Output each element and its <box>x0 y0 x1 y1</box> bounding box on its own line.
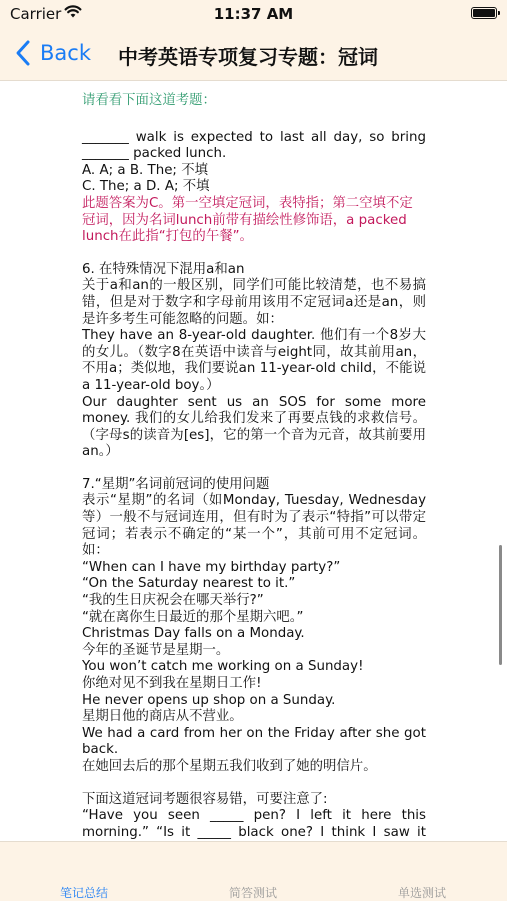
example-line: “When can I have my birthday party?” <box>82 559 341 575</box>
tab-notes-summary[interactable]: 笔记总结 <box>60 886 109 900</box>
question-line: “Have you seen _____ pen? I left it here this morning.” “Is it _____ black one? I think I saw it <box>82 808 426 840</box>
paragraph: Our daughter sent us an SOS for some more money. 我们的女儿给我们发来了再要点钱的求救信号。（字母s的读音为[es]，它的第一个音为元音，故其前要用an。） <box>82 394 426 460</box>
page-title: 中考英语专项复习专题：冠词 <box>118 45 378 69</box>
answer-explanation: 此题答案为C。第一空填定冠词，表特指；第二空填不定冠词，因为名词lunch前带有描绘性修饰语，a packed lunch在此指“打包的午餐”。 <box>82 195 413 245</box>
battery-icon <box>471 7 497 19</box>
paragraph: They have an 8-year-old daughter. 他们有一个8岁大的女儿。（数字8在英语中读音与eight同，故其前用an，不用a；类似地，我们要说an 11-year-old child，不能说a 11-year-old boy。） <box>82 328 426 393</box>
clock: 11:37 AM <box>213 5 294 23</box>
example-line: “On the Saturday nearest to it.” <box>82 576 296 592</box>
article-body <box>82 93 426 858</box>
tab-short-answer-test[interactable]: 简答测试 <box>229 886 278 900</box>
example-line: Christmas Day falls on a Monday. <box>82 626 305 642</box>
paragraph: 表示“星期”的名词（如Monday, Tuesday, Wednesday等）一般不与冠词连用，但有时为了表示“特指”可以带定冠词；若表示不确定的“某一个”，其前可用不定冠词。如： <box>82 493 426 559</box>
intro-text: 请看看下面这道考题： <box>82 93 216 108</box>
question-line: _______ walk is expected to last all day, so bring _______ packed lunch. <box>82 129 426 162</box>
example-line: 在她回去后的那个星期五我们收到了她的明信片。 <box>82 758 377 774</box>
example-line: We had a card from her on the Friday after she got back. <box>82 725 426 758</box>
paragraph: 关于a和an的一般区别，同学们可能比较清楚，也不易搞错，但是对于数字和字母前用该用不定冠词a还是an，则是许多考生可能忽略的问题。如： <box>82 278 426 327</box>
carrier-label: Carrier <box>10 5 62 23</box>
status-bar <box>0 0 507 28</box>
example-line: 今年的圣诞节是星期一。 <box>82 642 230 658</box>
back-button[interactable] <box>14 38 91 68</box>
article-view[interactable] <box>0 81 507 841</box>
tab-single-choice-test[interactable]: 单选测试 <box>398 886 447 900</box>
tab-bar <box>0 841 507 901</box>
example-line: 你绝对见不到我在星期日工作! <box>82 676 262 691</box>
example-line: You won’t catch me working on a Sunday! <box>82 659 364 675</box>
question-line: A. A; a B. The; 不填 <box>82 162 208 178</box>
back-label: Back <box>40 41 91 65</box>
question-line: C. The; a D. A; 不填 <box>82 179 210 195</box>
section-heading: 7.“星期”名词前冠词的使用问题 <box>82 476 270 492</box>
example-line: “就在离你生日最近的那个星期六吧。” <box>82 609 304 625</box>
navigation-bar <box>0 28 507 81</box>
example-line: 星期日他的商店从不营业。 <box>82 709 243 725</box>
chevron-left-icon <box>14 39 32 67</box>
scrollbar[interactable] <box>499 545 502 665</box>
paragraph: 下面这道冠词考题很容易错，可要注意了: <box>82 791 328 807</box>
example-line: “我的生日庆祝会在哪天举行?” <box>82 593 264 609</box>
example-line: He never opens up shop on a Sunday. <box>82 692 336 708</box>
section-heading: 6. 在特殊情况下混用a和an <box>82 261 245 277</box>
